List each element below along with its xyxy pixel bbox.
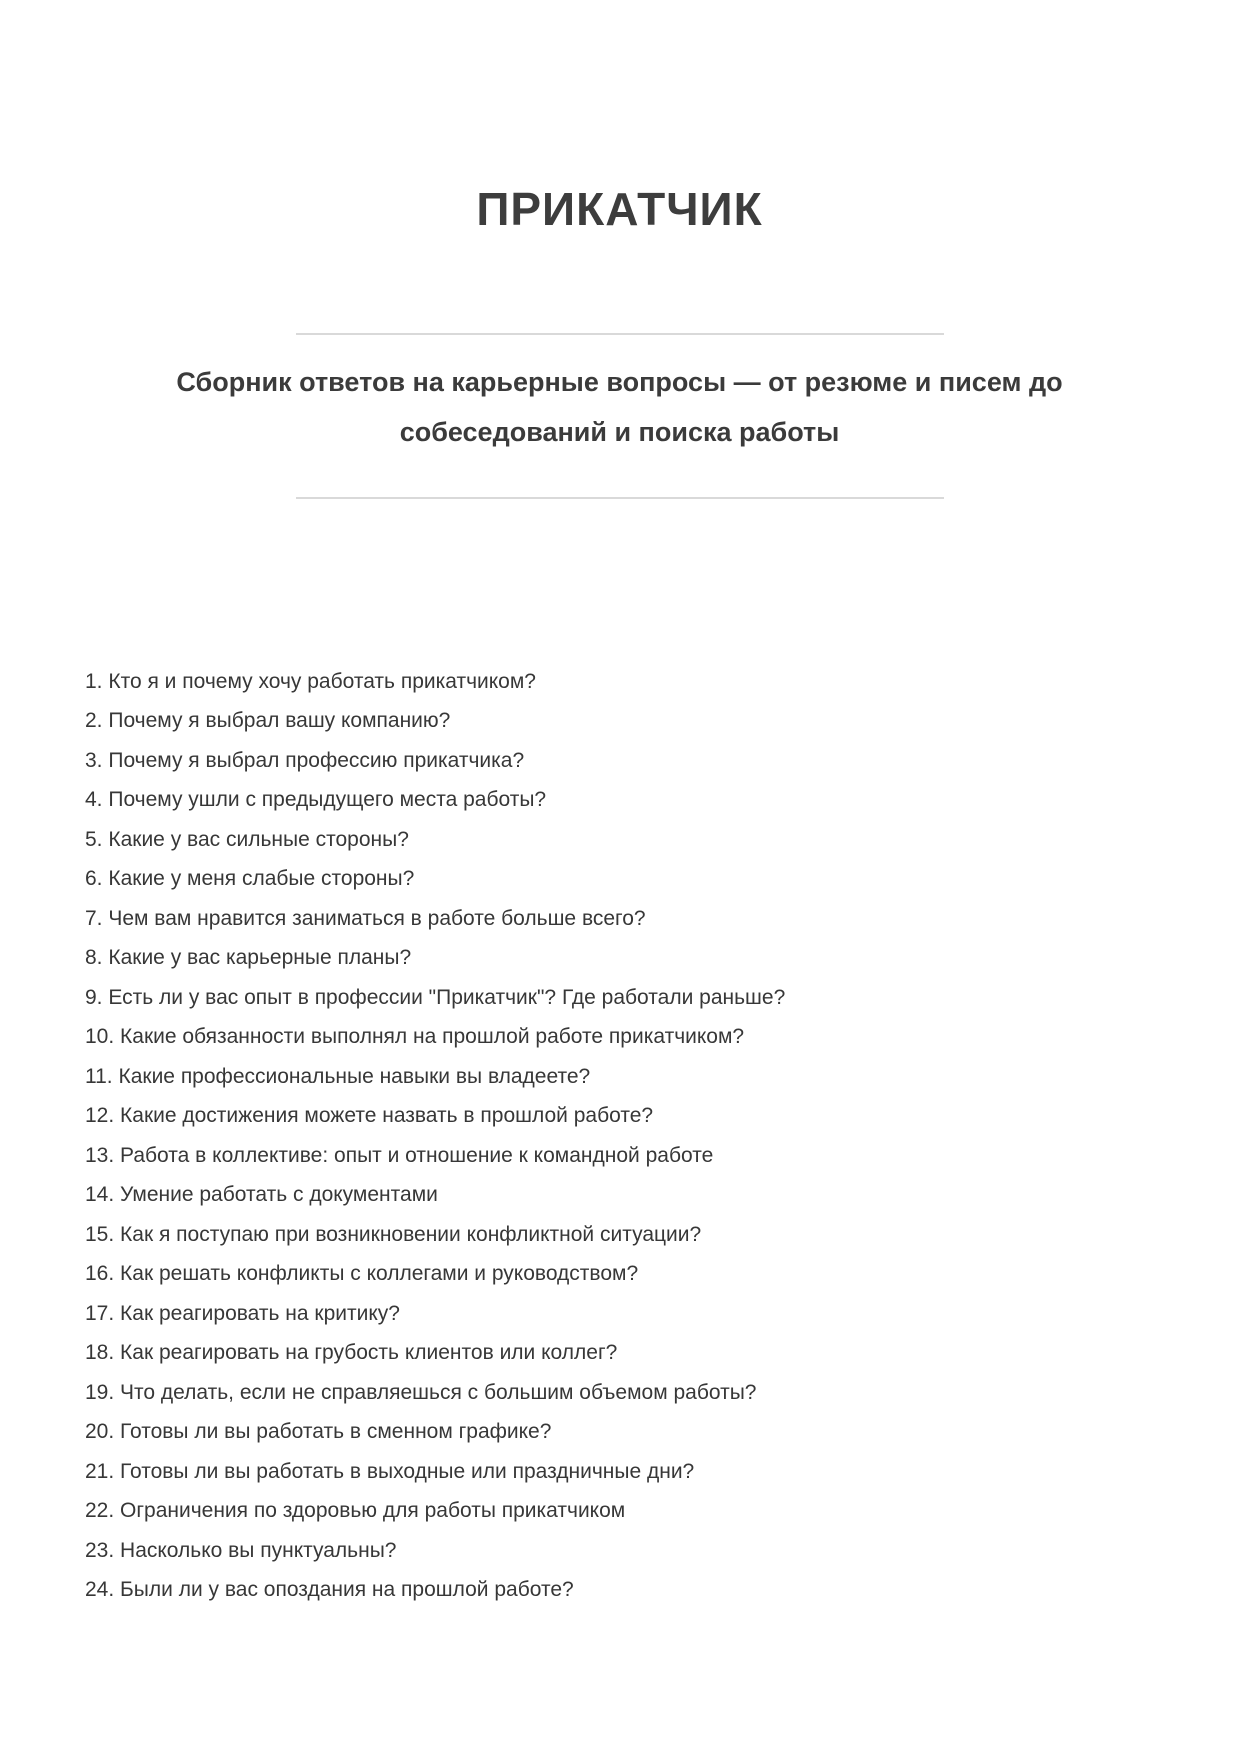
list-item: 2. Почему я выбрал вашу компанию? bbox=[85, 709, 451, 733]
list-item: 15. Как я поступаю при возникновении конфликтной ситуации? bbox=[85, 1222, 702, 1246]
question-list bbox=[85, 662, 1179, 1610]
list-item: 18. Как реагировать на грубость клиентов или коллег? bbox=[85, 1341, 618, 1365]
list-item: 3. Почему я выбрал профессию прикатчика? bbox=[85, 748, 525, 772]
list-item: 12. Какие достижения можете назвать в прошлой работе? bbox=[85, 1104, 654, 1128]
divider-bottom bbox=[296, 497, 944, 499]
list-item: 24. Были ли у вас опоздания на прошлой работе? bbox=[85, 1578, 574, 1602]
divider-top bbox=[296, 333, 944, 335]
list-item: 16. Как решать конфликты с коллегами и руководством? bbox=[85, 1262, 639, 1286]
list-item: 22. Ограничения по здоровью для работы прикатчиком bbox=[85, 1499, 626, 1523]
subtitle-line-2: собеседований и поиска работы bbox=[399, 416, 840, 447]
list-item: 20. Готовы ли вы работать в сменном графике? bbox=[85, 1420, 552, 1444]
list-item: 4. Почему ушли с предыдущего места работы? bbox=[85, 788, 547, 812]
subtitle-line-1: Сборник ответов на карьерные вопросы — от резюме и писем до bbox=[176, 366, 1063, 397]
list-item: 14. Умение работать с документами bbox=[85, 1183, 438, 1207]
list-item: 5. Какие у вас сильные стороны? bbox=[85, 827, 409, 851]
list-item: 21. Готовы ли вы работать в выходные или праздничные дни? bbox=[85, 1459, 695, 1483]
list-item: 17. Как реагировать на критику? bbox=[85, 1301, 400, 1325]
page-subtitle bbox=[120, 357, 1120, 457]
page-title: ПРИКАТЧИК bbox=[476, 183, 763, 235]
list-item: 9. Есть ли у вас опыт в профессии "Прикатчик"? Где работали раньше? bbox=[85, 985, 786, 1009]
list-item: 23. Насколько вы пунктуальны? bbox=[85, 1538, 397, 1562]
list-item: 6. Какие у меня слабые стороны? bbox=[85, 867, 415, 891]
list-item: 1. Кто я и почему хочу работать прикатчиком? bbox=[85, 669, 536, 693]
list-item: 8. Какие у вас карьерные планы? bbox=[85, 946, 412, 970]
list-item: 10. Какие обязанности выполнял на прошлой работе прикатчиком? bbox=[85, 1025, 745, 1049]
list-item: 13. Работа в коллективе: опыт и отношение к командной работе bbox=[85, 1143, 714, 1167]
list-item: 11. Какие профессиональные навыки вы владеете? bbox=[85, 1064, 591, 1088]
list-item: 19. Что делать, если не справляешься с большим объемом работы? bbox=[85, 1380, 757, 1404]
list-item: 7. Чем вам нравится заниматься в работе больше всего? bbox=[85, 906, 646, 930]
